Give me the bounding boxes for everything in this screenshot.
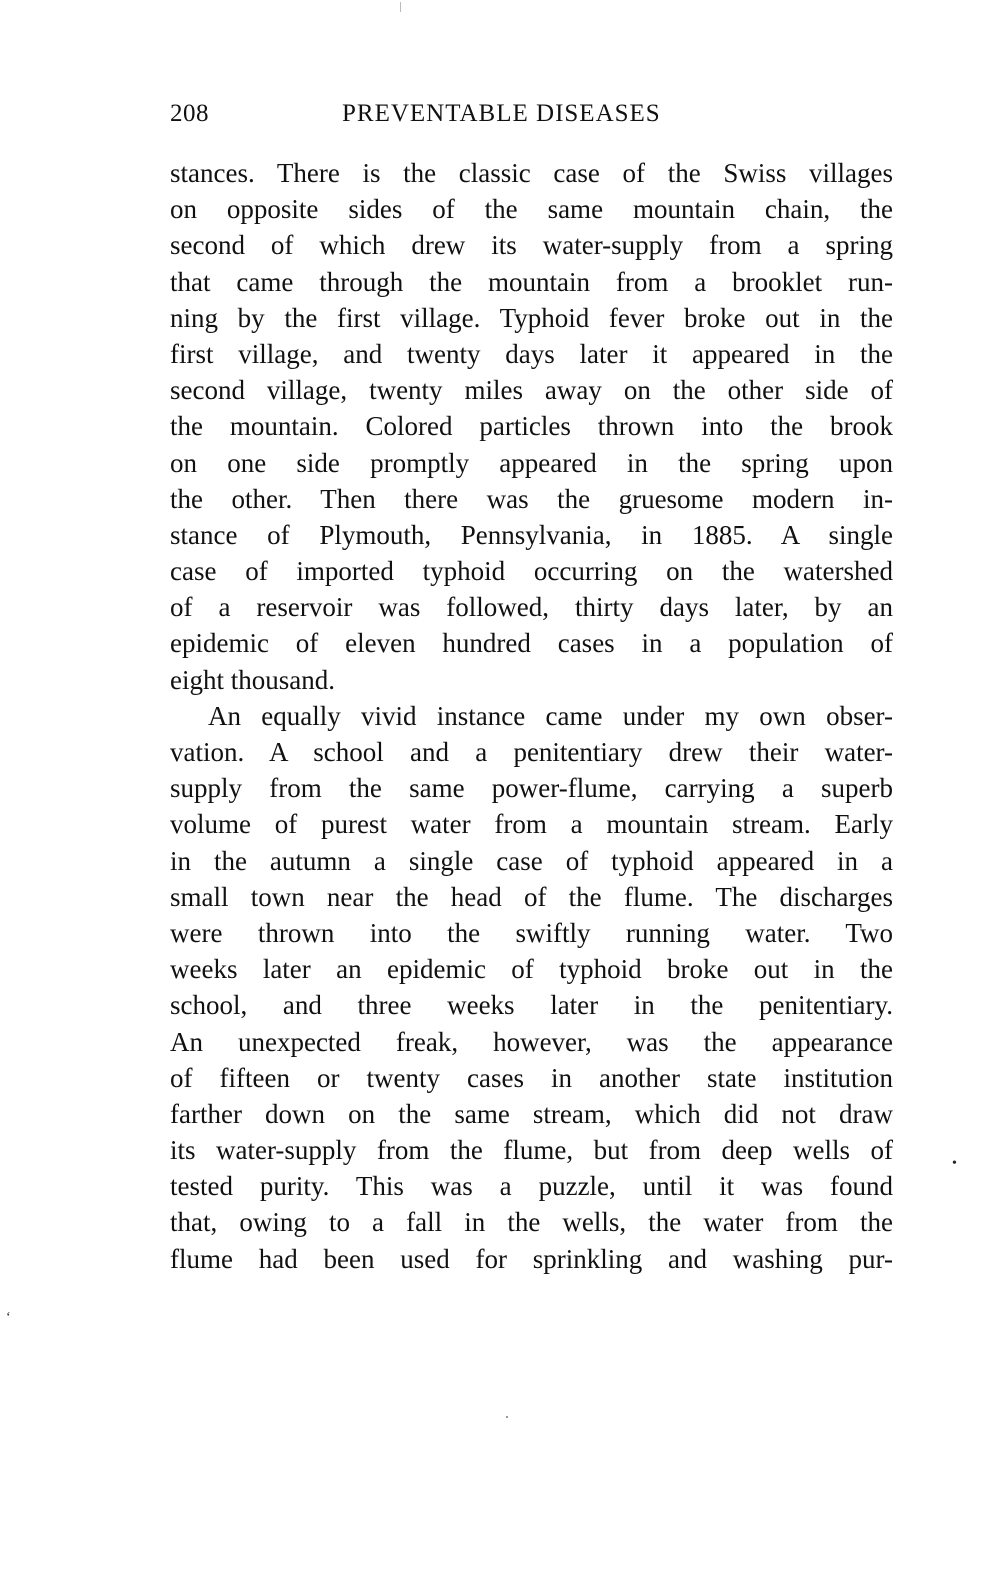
text-line: that came through the mountain from a brooklet run- — [170, 266, 893, 297]
text-line: the mountain. Colored particles thrown into the brook — [170, 411, 893, 442]
text-line: An unexpected freak, however, was the appearance — [170, 1026, 893, 1057]
scan-speck: ‘ — [6, 1310, 11, 1325]
text-line: epidemic of eleven hundred cases in a population of — [170, 628, 893, 659]
text-line: school, and three weeks later in the penitentiary. — [170, 990, 893, 1021]
scan-speck — [506, 1416, 508, 1418]
paragraph — [170, 155, 893, 698]
text-line: second of which drew its water-supply from a spring — [170, 230, 893, 261]
text-line: the other. Then there was the gruesome modern in- — [170, 483, 893, 514]
text-line: of a reservoir was followed, thirty days later, by an — [170, 592, 893, 623]
text-line: weeks later an epidemic of typhoid broke out in the — [170, 954, 893, 985]
text-line: stance of Plymouth, Pennsylvania, in 1885. A single — [170, 519, 893, 550]
text-line: case of imported typhoid occurring on the watershed — [170, 556, 893, 587]
text-line: in the autumn a single case of typhoid appeared in a — [170, 845, 893, 876]
text-line: eight thousand. — [170, 664, 335, 695]
text-line: its water-supply from the flume, but from deep wells of — [170, 1135, 893, 1166]
text-line: flume had been used for sprinkling and washing pur- — [170, 1243, 893, 1274]
scan-speck: • — [952, 1156, 957, 1171]
text-line: of fifteen or twenty cases in another state institution — [170, 1062, 893, 1093]
text-line: second village, twenty miles away on the other side of — [170, 375, 893, 406]
text-line: stances. There is the classic case of the Swiss villages — [170, 158, 893, 188]
body-text — [170, 155, 893, 1277]
paragraph — [170, 698, 893, 1277]
text-line: farther down on the same stream, which did not draw — [170, 1098, 893, 1129]
text-line: An equally vivid instance came under my own obser- — [208, 700, 893, 731]
running-title: PREVENTABLE DISEASES — [342, 100, 661, 127]
text-line: small town near the head of the flume. The discharges — [170, 881, 893, 912]
text-line: tested purity. This was a puzzle, until it was found — [170, 1171, 893, 1202]
text-line: on opposite sides of the same mountain chain, the — [170, 194, 893, 225]
text-line: were thrown into the swiftly running water. Two — [170, 917, 893, 948]
text-line: on one side promptly appeared in the spring upon — [170, 447, 893, 478]
text-line: ning by the first village. Typhoid fever broke out in the — [170, 302, 893, 333]
page-number: 208 — [170, 100, 209, 127]
text-line: that, owing to a fall in the wells, the water from the — [170, 1207, 893, 1238]
text-line: volume of purest water from a mountain stream. Early — [170, 809, 893, 840]
text-line: supply from the same power-flume, carrying a superb — [170, 773, 893, 804]
scan-speck — [400, 2, 401, 12]
text-line: vation. A school and a penitentiary drew their water- — [170, 737, 893, 767]
running-head — [170, 100, 893, 134]
text-line: first village, and twenty days later it appeared in the — [170, 338, 893, 369]
